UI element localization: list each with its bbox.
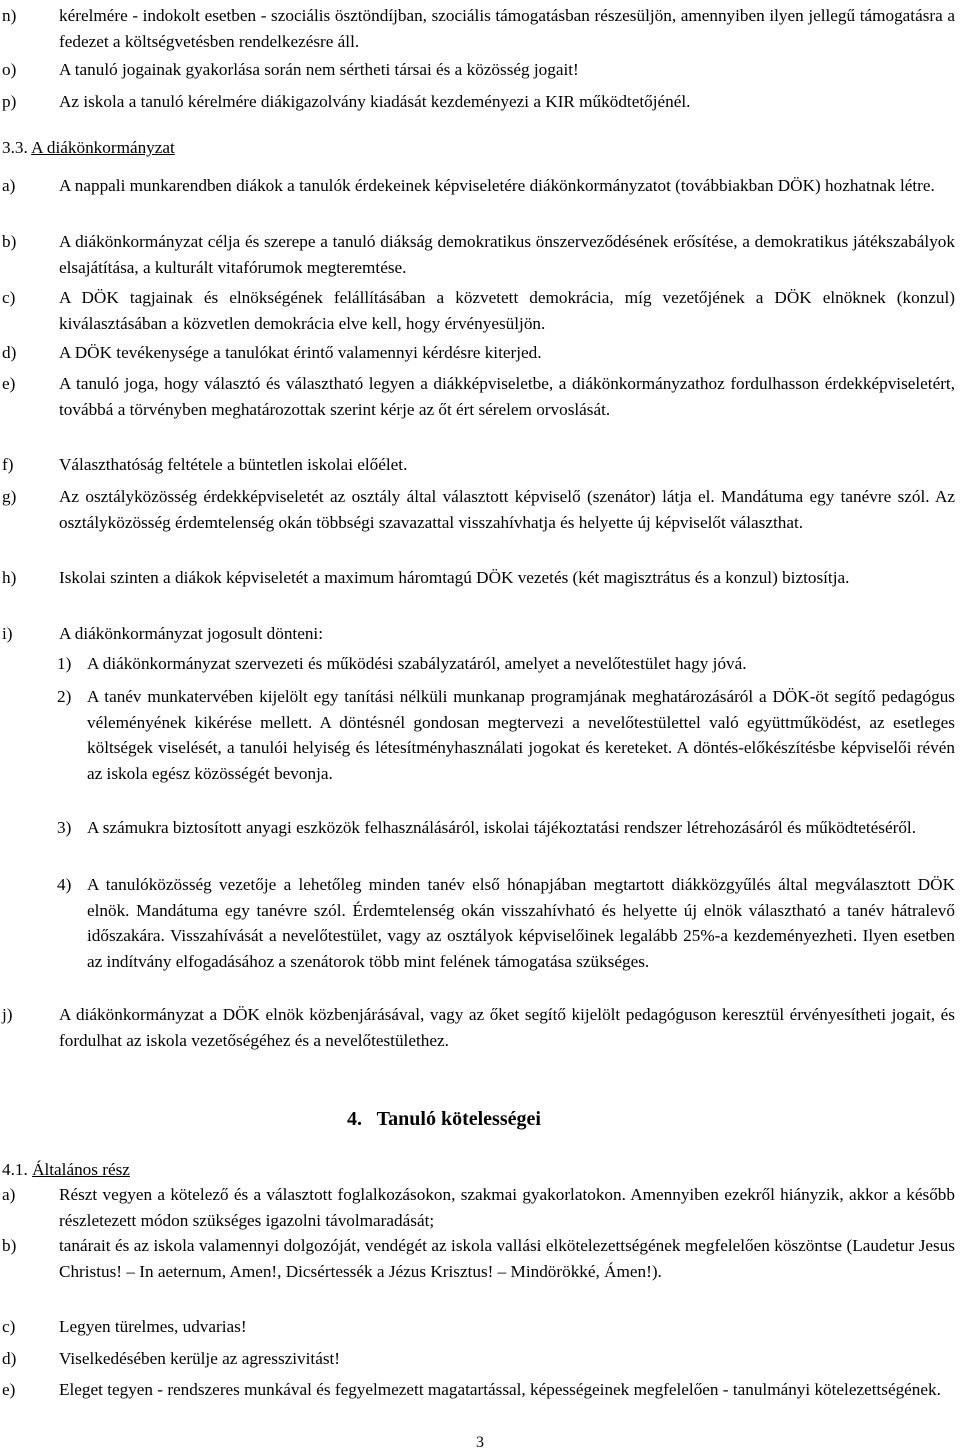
list-text: tanárait és az iskola valamennyi dolgozóját, vendégét az iskola vallási elkötelezettségének megfelelően köszöntse (Laudetur Jesus Christus! – In aeternum, Amen!, Dicsértessék a Jézus Krisztus! – Mindörökké, Ámen!). (59, 1236, 955, 1281)
duty-item-b (2, 1233, 955, 1284)
list-label: f) (2, 455, 14, 474)
list-item-e (2, 371, 955, 422)
list-item-i (2, 621, 955, 647)
list-label: b) (2, 1236, 17, 1255)
list-text: Az osztályközösség érdekképviseletét az osztály által választott képviselő (szenátor) látja el. Mandátuma egy tanévre szól. Az osztályközösség érdemtelenség okán többségi szavazattal visszahívhatja és helyette új képviselőt választhat. (59, 487, 955, 532)
duty-item-a (2, 1182, 955, 1233)
chapter-number: 4. (347, 1108, 362, 1130)
duty-item-c (2, 1314, 955, 1340)
list-label: o) (2, 60, 17, 79)
list-item-d (2, 340, 955, 366)
list-label: a) (2, 1185, 16, 1204)
list-text: Választhatóság feltétele a büntetlen iskolai előélet. (59, 455, 408, 474)
list-label: g) (2, 487, 17, 506)
sub-item-4 (57, 872, 955, 974)
section-heading-3-3 (2, 135, 175, 161)
list-item-n (2, 3, 955, 54)
list-item-f (2, 452, 955, 478)
section-number: 4.1. (2, 1160, 28, 1179)
sub-item-2 (57, 684, 955, 786)
list-label: j) (2, 1005, 13, 1024)
list-item-o (2, 57, 955, 83)
list-text: Legyen türelmes, udvarias! (59, 1317, 247, 1336)
list-text: Eleget tegyen - rendszeres munkával és fegyelmezett magatartással, képességeinek megfelelően - tanulmányi kötelezettségének. (59, 1380, 941, 1399)
list-text: A tanulóközösség vezetője a lehetőleg minden tanév első hónapjában megtartott diákközgyűlés által megválasztott DÖK elnök. Mandátuma egy tanévre szól. Érdemtelenség okán visszahívható és helyette új elnök választható a tanév hátralevő időszakára. Visszahívását a nevelőtestület, vagy az osztályok képviselőinek legalább 25%-a kezdeményezheti. Ilyen esetben az indítvány elfogadásához a szenátorok több mint felének támogatása szükséges. (87, 875, 955, 971)
list-item-p (2, 89, 955, 115)
list-label: a) (2, 176, 16, 195)
list-text: A diákönkormányzat jogosult dönteni: (59, 624, 323, 643)
list-label: e) (2, 374, 16, 393)
list-label: e) (2, 1380, 16, 1399)
list-label: n) (2, 6, 17, 25)
list-label: i) (2, 624, 13, 643)
section-heading-4-1 (2, 1157, 130, 1183)
list-item-j (2, 1002, 955, 1053)
list-text: Iskolai szinten a diákok képviseletét a maximum háromtagú DÖK vezetés (két magisztrátus és a konzul) biztosítja. (59, 568, 850, 587)
list-label: b) (2, 232, 17, 251)
page-number: 3 (476, 1434, 484, 1451)
list-label: h) (2, 568, 17, 587)
list-label: d) (2, 343, 17, 362)
list-text: A tanév munkatervében kijelölt egy tanítási nélküli munkanap programjának meghatározásáról a DÖK-öt segítő pedagógus véleményének kikérése mellett. A döntésnél gondosan megtervezi a nevelőtestülettel való együttműködést, az esetleges költségek viselését, a tanulói helyiség és létesítményhasználati jogokat és kereteket. A döntés-előkészítésbe képviselői révén az iskola egész közösségét bevonja. (87, 687, 955, 783)
list-text: Viselkedésében kerülje az agresszivitást! (59, 1349, 341, 1368)
list-text: A DÖK tevékenysége a tanulókat érintő valamennyi kérdésre kiterjed. (59, 343, 542, 362)
list-text: A tanuló jogainak gyakorlása során nem sértheti társai és a közösség jogait! (59, 60, 579, 79)
chapter-title-text: Tanuló kötelességei (376, 1108, 541, 1130)
list-label: 2) (57, 687, 72, 706)
list-item-g (2, 484, 955, 535)
sub-item-3 (57, 815, 955, 841)
section-title: Általános rész (32, 1160, 130, 1179)
list-text: A diákönkormányzat célja és szerepe a tanuló diákság demokratikus önszerveződésének erősítése, a demokratikus játékszabályok elsajátítása, a kulturált vitafórumok megteremtése. (59, 232, 955, 277)
list-label: p) (2, 92, 17, 111)
sub-item-1 (57, 651, 955, 677)
list-item-b (2, 229, 955, 280)
list-label: 4) (57, 875, 72, 894)
duty-item-d (2, 1346, 955, 1372)
list-text: A diákönkormányzat a DÖK elnök közbenjárásával, vagy az őket segítő kijelölt pedagóguson keresztül érvényesítheti jogait, és fordulhat az iskola vezetőségéhez és a nevelőtestülethez. (59, 1005, 955, 1050)
list-label: d) (2, 1349, 17, 1368)
section-title: A diákönkormányzat (31, 138, 175, 157)
list-text: kérelmére - indokolt esetben - szociális ösztöndíjban, szociális támogatásban részesüljön, amennyiben ilyen jellegű támogatásra a fedezet a költségvetésben rendelkezésre áll. (59, 6, 955, 51)
list-text: A nappali munkarendben diákok a tanulók érdekeinek képviseletére diákönkormányzatot (továbbiakban DÖK) hozhatnak létre. (59, 176, 935, 195)
list-item-a (2, 173, 955, 199)
list-label: c) (2, 1317, 16, 1336)
list-label: 1) (57, 654, 72, 673)
list-item-c (2, 285, 955, 336)
list-text: A DÖK tagjainak és elnökségének felállításában a közvetett demokrácia, míg vezetőjének a DÖK elnöknek (konzul) kiválasztásában a közvetlen demokrácia elve kell, hogy érvényesüljön. (59, 288, 955, 333)
list-text: Részt vegyen a kötelező és a választott foglalkozásokon, szakmai gyakorlatokon. Amennyiben ezekről hiányzik, akkor a később részletezett módon szükséges igazolni távolmaradását; (59, 1185, 955, 1230)
list-text: Az iskola a tanuló kérelmére diákigazolvány kiadását kezdeményezi a KIR működtetőjénél. (59, 92, 691, 111)
list-text: A számukra biztosított anyagi eszközök felhasználásáról, iskolai tájékoztatási rendszer létrehozásáról és működtetéséről. (87, 818, 916, 837)
list-label: 3) (57, 818, 72, 837)
list-text: A tanuló joga, hogy választó és választható legyen a diákképviseletbe, a diákönkormányzathoz fordulhasson érdekképviseletért, továbbá a törvényben meghatározottak szerint kérje az őt ért sérelem orvoslását. (59, 374, 955, 419)
duty-item-e (2, 1377, 955, 1403)
list-text: A diákönkormányzat szervezeti és működési szabályzatáról, amelyet a nevelőtestület hagy jóvá. (87, 654, 747, 673)
chapter-title (347, 1107, 541, 1133)
list-item-h (2, 565, 955, 591)
section-number: 3.3. (2, 138, 28, 157)
list-label: c) (2, 288, 16, 307)
